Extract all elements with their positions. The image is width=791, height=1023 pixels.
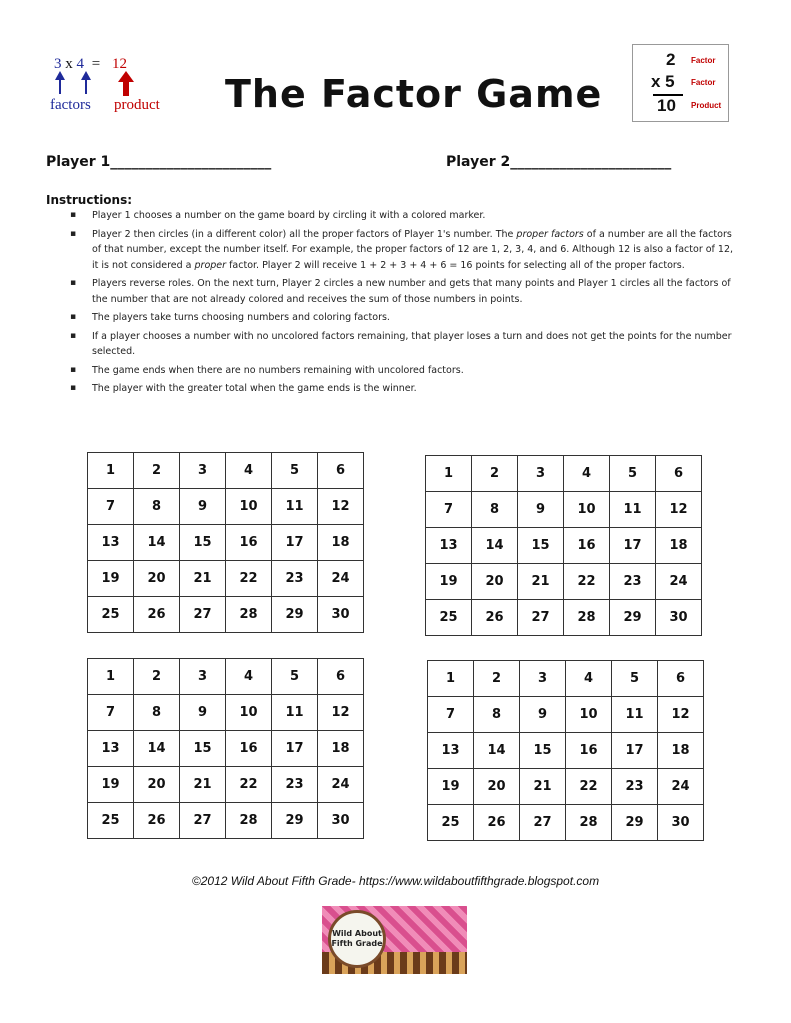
board-cell[interactable]: 18 — [318, 731, 364, 767]
factors-label: factors — [50, 97, 91, 113]
board-row — [88, 489, 364, 525]
board-cell[interactable]: 11 — [612, 697, 658, 733]
board-cell[interactable]: 19 — [428, 769, 474, 805]
board-cell[interactable]: 25 — [426, 600, 472, 636]
board-cell[interactable]: 5 — [272, 659, 318, 695]
instruction-item: ▪ The players take turns choosing numbers and coloring factors. — [70, 310, 738, 326]
board-cell[interactable]: 9 — [180, 489, 226, 525]
board-row — [88, 767, 364, 803]
board-cell[interactable]: 30 — [658, 805, 704, 841]
board-cell[interactable]: 10 — [226, 489, 272, 525]
board-cell[interactable]: 4 — [226, 453, 272, 489]
board-cell[interactable]: 17 — [272, 731, 318, 767]
board-cell[interactable]: 14 — [474, 733, 520, 769]
board-cell[interactable]: 19 — [88, 767, 134, 803]
board-cell[interactable]: 17 — [610, 528, 656, 564]
board-cell[interactable]: 2 — [474, 661, 520, 697]
board-cell[interactable]: 27 — [180, 803, 226, 839]
board-cell[interactable]: 1 — [426, 456, 472, 492]
board-cell[interactable]: 29 — [610, 600, 656, 636]
instruction-item: ▪ The player with the greater total when the game ends is the winner. — [70, 381, 738, 397]
board-cell[interactable]: 22 — [564, 564, 610, 600]
board-cell[interactable]: 27 — [518, 600, 564, 636]
board-cell[interactable]: 13 — [88, 525, 134, 561]
board-cell[interactable]: 15 — [180, 525, 226, 561]
board-cell[interactable]: 4 — [566, 661, 612, 697]
board-cell[interactable]: 18 — [658, 733, 704, 769]
instruction-item: ▪ The game ends when there are no numbers remaining with uncolored factors. — [70, 363, 738, 379]
mult-top: 2 — [666, 50, 676, 69]
board-cell[interactable]: 11 — [610, 492, 656, 528]
player2-field[interactable]: Player 2_______________________ — [446, 154, 672, 170]
brand-logo — [322, 906, 467, 974]
board-cell[interactable]: 28 — [226, 803, 272, 839]
board-cell[interactable]: 5 — [610, 456, 656, 492]
label-product: Product — [691, 101, 722, 110]
board-cell[interactable]: 15 — [180, 731, 226, 767]
board-cell[interactable]: 21 — [520, 769, 566, 805]
board-cell[interactable]: 26 — [472, 600, 518, 636]
board-cell[interactable]: 25 — [88, 803, 134, 839]
board-cell[interactable]: 7 — [88, 489, 134, 525]
board-cell[interactable]: 17 — [612, 733, 658, 769]
player1-field[interactable]: Player 1_______________________ — [46, 154, 272, 170]
instruction-item: ▪ Player 1 chooses a number on the game board by circling it with a colored marker. — [70, 208, 738, 224]
board-cell[interactable]: 18 — [318, 525, 364, 561]
board-cell[interactable]: 10 — [564, 492, 610, 528]
board-cell[interactable]: 26 — [134, 597, 180, 633]
board-cell[interactable]: 20 — [472, 564, 518, 600]
factors-diagram — [50, 56, 180, 118]
label-factor-2: Factor — [691, 78, 716, 87]
board-cell[interactable]: 11 — [272, 695, 318, 731]
board-cell[interactable]: 30 — [656, 600, 702, 636]
board-cell[interactable]: 3 — [520, 661, 566, 697]
board-cell[interactable]: 8 — [134, 695, 180, 731]
board-cell[interactable]: 2 — [134, 453, 180, 489]
board-cell[interactable]: 6 — [658, 661, 704, 697]
board-row — [426, 564, 702, 600]
board-cell[interactable]: 16 — [226, 731, 272, 767]
board-cell[interactable]: 1 — [428, 661, 474, 697]
board-row — [88, 731, 364, 767]
board-row — [88, 597, 364, 633]
board-cell[interactable]: 12 — [656, 492, 702, 528]
instruction-item: ▪ If a player chooses a number with no uncolored factors remaining, that player loses a turn and does not get the points for the number selected. — [70, 329, 738, 360]
board-cell[interactable]: 26 — [474, 805, 520, 841]
label-factor-1: Factor — [691, 56, 716, 65]
board-cell[interactable]: 15 — [520, 733, 566, 769]
board-cell[interactable]: 8 — [474, 697, 520, 733]
board-cell[interactable]: 4 — [564, 456, 610, 492]
board-cell[interactable]: 11 — [272, 489, 318, 525]
board-cell[interactable]: 9 — [520, 697, 566, 733]
board-cell[interactable]: 22 — [226, 767, 272, 803]
instructions-heading: Instructions: — [46, 193, 133, 207]
mult-mid: x 5 — [651, 72, 675, 91]
board-cell[interactable]: 21 — [180, 561, 226, 597]
board-cell[interactable]: 3 — [180, 453, 226, 489]
board-row — [88, 453, 364, 489]
board-cell[interactable]: 25 — [428, 805, 474, 841]
board-cell[interactable]: 26 — [134, 803, 180, 839]
board-row — [428, 697, 704, 733]
board-cell[interactable]: 16 — [564, 528, 610, 564]
board-cell[interactable]: 14 — [134, 525, 180, 561]
board-cell[interactable]: 6 — [318, 659, 364, 695]
board-cell[interactable]: 2 — [134, 659, 180, 695]
board-cell[interactable]: 24 — [658, 769, 704, 805]
board-cell[interactable]: 16 — [566, 733, 612, 769]
board-row — [88, 561, 364, 597]
board-cell[interactable]: 7 — [88, 695, 134, 731]
board-cell[interactable]: 2 — [472, 456, 518, 492]
board-cell[interactable]: 29 — [272, 803, 318, 839]
board-cell[interactable]: 3 — [180, 659, 226, 695]
game-board-1 — [87, 452, 364, 633]
mult-result: 10 — [657, 96, 676, 115]
board-cell[interactable]: 23 — [610, 564, 656, 600]
board-row — [88, 695, 364, 731]
game-board-2 — [425, 455, 702, 636]
board-cell[interactable]: 15 — [518, 528, 564, 564]
board-row — [426, 528, 702, 564]
board-cell[interactable]: 24 — [318, 561, 364, 597]
diagram-equation: 3 x 4 = 12 — [54, 56, 127, 72]
board-cell[interactable]: 19 — [88, 561, 134, 597]
board-cell[interactable]: 29 — [612, 805, 658, 841]
board-cell[interactable]: 7 — [428, 697, 474, 733]
board-cell[interactable]: 29 — [272, 597, 318, 633]
board-cell[interactable]: 7 — [426, 492, 472, 528]
board-row — [428, 769, 704, 805]
board-cell[interactable]: 12 — [318, 695, 364, 731]
board-cell[interactable]: 6 — [318, 453, 364, 489]
board-cell[interactable]: 1 — [88, 659, 134, 695]
board-cell[interactable]: 27 — [180, 597, 226, 633]
board-cell[interactable]: 20 — [134, 561, 180, 597]
board-cell[interactable]: 27 — [520, 805, 566, 841]
board-row — [88, 659, 364, 695]
board-cell[interactable]: 5 — [612, 661, 658, 697]
board-cell[interactable]: 13 — [88, 731, 134, 767]
board-cell[interactable]: 14 — [472, 528, 518, 564]
board-cell[interactable]: 3 — [518, 456, 564, 492]
board-row — [88, 803, 364, 839]
board-cell[interactable]: 5 — [272, 453, 318, 489]
board-cell[interactable]: 17 — [272, 525, 318, 561]
board-cell[interactable]: 20 — [474, 769, 520, 805]
board-cell[interactable]: 25 — [88, 597, 134, 633]
board-cell[interactable]: 18 — [656, 528, 702, 564]
board-row — [428, 661, 704, 697]
board-cell[interactable]: 24 — [318, 767, 364, 803]
board-cell[interactable]: 12 — [318, 489, 364, 525]
multiplication-example — [632, 44, 729, 122]
board-cell[interactable]: 10 — [566, 697, 612, 733]
instruction-item: ▪ Players reverse roles. On the next turn, Player 2 circles a new number and gets that many points and Player 1 circles all the factors of the number that are not already colored and receives the sum of those numbers in points. — [70, 276, 738, 307]
board-cell[interactable]: 8 — [134, 489, 180, 525]
board-cell[interactable]: 14 — [134, 731, 180, 767]
board-cell[interactable]: 20 — [134, 767, 180, 803]
board-cell[interactable]: 8 — [472, 492, 518, 528]
board-row — [428, 805, 704, 841]
board-cell[interactable]: 13 — [428, 733, 474, 769]
game-board-3 — [87, 658, 364, 839]
board-cell[interactable]: 21 — [518, 564, 564, 600]
game-board-4 — [427, 660, 704, 841]
board-cell[interactable]: 30 — [318, 803, 364, 839]
board-cell[interactable]: 23 — [272, 767, 318, 803]
board-cell[interactable]: 10 — [226, 695, 272, 731]
board-row — [428, 733, 704, 769]
board-cell[interactable]: 16 — [226, 525, 272, 561]
board-cell[interactable]: 22 — [226, 561, 272, 597]
board-cell[interactable]: 23 — [612, 769, 658, 805]
board-cell[interactable]: 28 — [564, 600, 610, 636]
board-cell[interactable]: 12 — [658, 697, 704, 733]
copyright-footer: ©2012 Wild About Fifth Grade- https://www.wildaboutfifthgrade.blogspot.com — [191, 874, 600, 888]
board-row — [88, 525, 364, 561]
board-cell[interactable]: 13 — [426, 528, 472, 564]
board-cell[interactable]: 30 — [318, 597, 364, 633]
board-cell[interactable]: 4 — [226, 659, 272, 695]
board-cell[interactable]: 1 — [88, 453, 134, 489]
board-cell[interactable]: 9 — [518, 492, 564, 528]
instructions-list — [70, 208, 738, 400]
board-cell[interactable]: 9 — [180, 695, 226, 731]
board-row — [426, 492, 702, 528]
board-cell[interactable]: 23 — [272, 561, 318, 597]
board-cell[interactable]: 19 — [426, 564, 472, 600]
logo-badge: Wild About Fifth Grade — [328, 910, 386, 968]
page-title: The Factor Game — [225, 72, 603, 116]
product-label: product — [114, 97, 160, 113]
board-cell[interactable]: 28 — [226, 597, 272, 633]
board-cell[interactable]: 6 — [656, 456, 702, 492]
instruction-item: ▪ Player 2 then circles (in a different color) all the proper factors of Player 1's number. The proper factors of a number are all the factors of that number, except the number itself. For example, the proper factors of 12 are 1, 2, 3, 4, and 6. Although 12 is also a factor of 12, it is not considered a proper factor. Player 2 will receive 1 + 2 + 3 + 4 + 6 = 16 points for selecting all of the proper factors. — [70, 227, 738, 274]
board-cell[interactable]: 28 — [566, 805, 612, 841]
board-row — [426, 456, 702, 492]
board-cell[interactable]: 24 — [656, 564, 702, 600]
board-cell[interactable]: 22 — [566, 769, 612, 805]
board-cell[interactable]: 21 — [180, 767, 226, 803]
board-row — [426, 600, 702, 636]
